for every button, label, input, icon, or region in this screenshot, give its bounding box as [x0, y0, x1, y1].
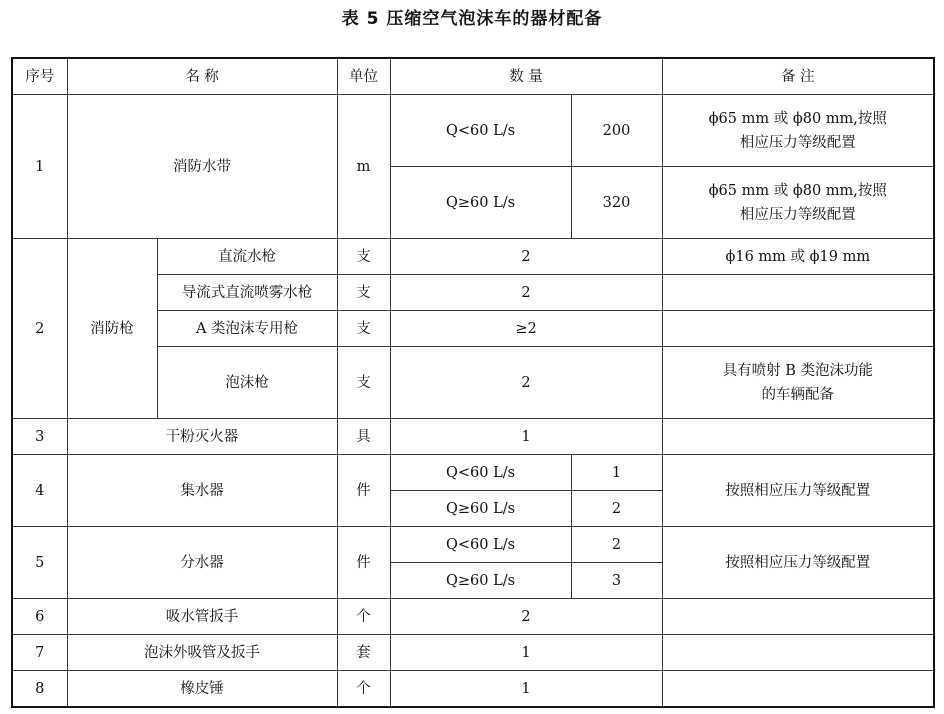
row2-item4-qty: 2 [390, 347, 662, 419]
row5-note: 按照相应压力等级配置 [662, 527, 934, 599]
row2-group: 消防枪 [67, 239, 157, 419]
row7-note [662, 635, 934, 671]
row4-cond1: Q<60 L/s [390, 455, 571, 491]
row2-item2-qty: 2 [390, 275, 662, 311]
row4-unit: 件 [337, 455, 390, 527]
header-remark-text: 备 注 [780, 68, 815, 85]
row7-unit: 套 [337, 635, 390, 671]
table-row [12, 671, 934, 708]
row5-qty2: 3 [571, 563, 662, 599]
row4-qty2: 2 [571, 491, 662, 527]
row7-name: 泡沫外吸管及扳手 [67, 635, 337, 671]
row2-item3-qty: ≥2 [390, 311, 662, 347]
row7-no: 7 [12, 635, 67, 671]
row3-unit: 具 [337, 419, 390, 455]
row1-qty1: 200 [571, 95, 662, 167]
row1-cond1: Q<60 L/s [390, 95, 571, 167]
row4-qty1: 1 [571, 455, 662, 491]
row5-unit: 件 [337, 527, 390, 599]
row2-item3-note [662, 311, 934, 347]
row3-qty: 1 [390, 419, 662, 455]
row2-item4-unit: 支 [337, 347, 390, 419]
row8-no: 8 [12, 671, 67, 708]
row2-item3-name: A 类泡沫专用枪 [157, 311, 337, 347]
row8-note [662, 671, 934, 708]
row2-item2-note [662, 275, 934, 311]
header-remark [662, 58, 934, 95]
row6-qty: 2 [390, 599, 662, 635]
row6-no: 6 [12, 599, 67, 635]
equipment-table [11, 57, 935, 708]
row5-no: 5 [12, 527, 67, 599]
row4-cond2: Q≥60 L/s [390, 491, 571, 527]
row2-item3-unit: 支 [337, 311, 390, 347]
table-row [12, 599, 934, 635]
header-name-text: 名 称 [185, 68, 219, 85]
row2-item1-name: 直流水枪 [157, 239, 337, 275]
row8-qty: 1 [390, 671, 662, 708]
row5-qty1: 2 [571, 527, 662, 563]
table-row [12, 239, 934, 275]
row1-qty2: 320 [571, 167, 662, 239]
table-row [12, 527, 934, 563]
table-title: 表 5 压缩空气泡沫车的器材配备 [341, 9, 603, 29]
row2-item1-note: ϕ16 mm 或 ϕ19 mm [662, 239, 934, 275]
row5-cond2: Q≥60 L/s [390, 563, 571, 599]
row2-item1-qty: 2 [390, 239, 662, 275]
row1-no: 1 [12, 95, 67, 239]
header-name [67, 58, 337, 95]
row5-cond1: Q<60 L/s [390, 527, 571, 563]
row1-cond2: Q≥60 L/s [390, 167, 571, 239]
row2-item2-name: 导流式直流喷雾水枪 [157, 275, 337, 311]
row8-name: 橡皮锤 [67, 671, 337, 708]
row2-item4-name: 泡沫枪 [157, 347, 337, 419]
header-row [12, 58, 934, 95]
row1-note1: ϕ65 mm 或 ϕ80 mm,按照 相应压力等级配置 [662, 95, 934, 167]
row4-name: 集水器 [67, 455, 337, 527]
row7-qty: 1 [390, 635, 662, 671]
header-unit: 单位 [337, 58, 390, 95]
row2-item1-unit: 支 [337, 239, 390, 275]
row4-note: 按照相应压力等级配置 [662, 455, 934, 527]
row3-note [662, 419, 934, 455]
row5-name: 分水器 [67, 527, 337, 599]
row1-note2: ϕ65 mm 或 ϕ80 mm,按照 相应压力等级配置 [662, 167, 934, 239]
row3-name: 干粉灭火器 [67, 419, 337, 455]
row3-no: 3 [12, 419, 67, 455]
header-qty-text: 数 量 [509, 68, 543, 85]
row6-unit: 个 [337, 599, 390, 635]
table-row [12, 455, 934, 491]
table-row [12, 419, 934, 455]
row2-item4-note: 具有喷射 B 类泡沫功能 的车辆配备 [662, 347, 934, 419]
table-row [12, 95, 934, 167]
table-row [12, 635, 934, 671]
row8-unit: 个 [337, 671, 390, 708]
row4-no: 4 [12, 455, 67, 527]
header-qty [390, 58, 662, 95]
header-no: 序号 [12, 58, 67, 95]
row1-unit: m [337, 95, 390, 239]
row6-note [662, 599, 934, 635]
row1-name: 消防水带 [67, 95, 337, 239]
row6-name: 吸水管扳手 [67, 599, 337, 635]
row2-item2-unit: 支 [337, 275, 390, 311]
row2-no: 2 [12, 239, 67, 419]
